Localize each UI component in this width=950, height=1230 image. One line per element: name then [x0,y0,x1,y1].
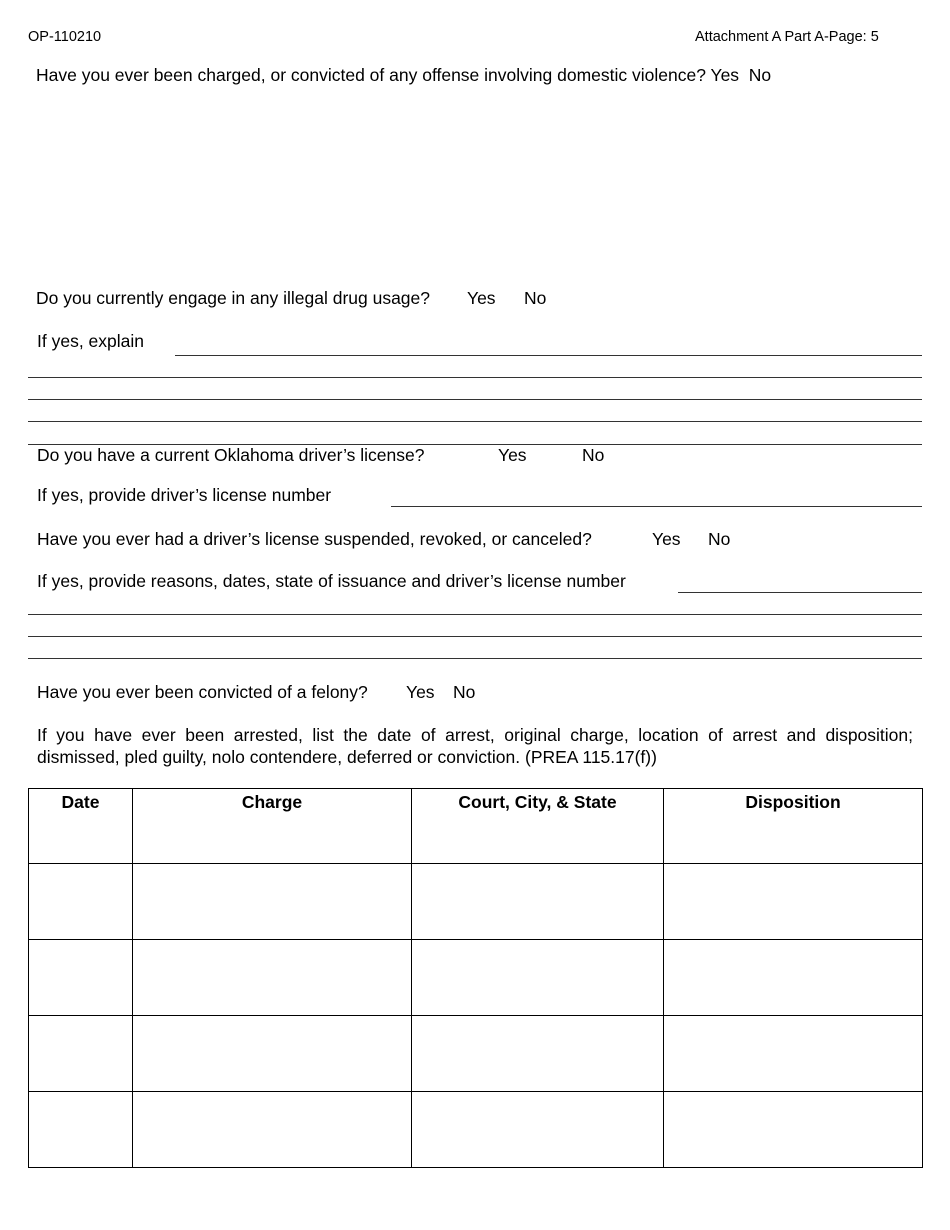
court-cell[interactable] [412,1092,664,1168]
license-suspended-yes[interactable]: Yes [652,529,681,549]
column-header-date: Date [29,789,133,864]
arrest-table-header [29,789,923,864]
charge-cell[interactable] [133,940,412,1016]
page-label: Attachment A Part A-Page: 5 [695,29,879,45]
domestic-violence-label: Have you ever been charged, or convicted of any offense involving domestic violence? [36,65,706,85]
ok-license-yes[interactable]: Yes [498,445,527,465]
license-suspended-no[interactable]: No [708,529,731,549]
disposition-cell[interactable] [664,940,923,1016]
table-row [29,940,923,1016]
suspension-details-line[interactable] [678,592,922,593]
drug-explain-line[interactable] [175,355,922,356]
license-number-label: If yes, provide driver’s license number [37,485,332,505]
domestic-violence-yes[interactable]: Yes [710,65,740,85]
date-cell[interactable] [29,864,133,940]
drug-explain-line[interactable] [28,377,922,378]
drug-explain-line[interactable] [28,421,922,422]
form-number: OP-110210 [28,29,102,45]
table-row [29,1016,923,1092]
court-cell[interactable] [412,864,664,940]
suspension-details-line[interactable] [28,614,922,615]
illegal-drug-no[interactable]: No [524,288,547,308]
disposition-cell[interactable] [664,864,923,940]
charge-cell[interactable] [133,1016,412,1092]
charge-cell[interactable] [133,1092,412,1168]
column-header-court: Court, City, & State [412,789,664,864]
drug-explain-line[interactable] [28,399,922,400]
felony-no[interactable]: No [453,682,476,702]
illegal-drug-yes[interactable]: Yes [467,288,496,308]
ok-license-question-label: Do you have a current Oklahoma driver’s license? [37,445,425,465]
license-suspended-question-label: Have you ever had a driver’s license suspended, revoked, or canceled? [37,529,592,549]
column-header-charge: Charge [133,789,412,864]
arrest-instructions: If you have ever been arrested, list the date of arrest, original charge, location of arrest and disposition; dismissed, pled guilty, nolo contendere, deferred or conviction. (PREA 115.17(f)) [37,725,913,767]
domestic-violence-question [36,65,771,86]
felony-question-label: Have you ever been convicted of a felony? [37,682,368,702]
date-cell[interactable] [29,940,133,1016]
disposition-cell[interactable] [664,1092,923,1168]
ok-license-no[interactable]: No [582,445,605,465]
suspension-details-line[interactable] [28,658,922,659]
date-cell[interactable] [29,1016,133,1092]
date-cell[interactable] [29,1092,133,1168]
disposition-cell[interactable] [664,1016,923,1092]
court-cell[interactable] [412,1016,664,1092]
arrest-table [28,788,923,1168]
court-cell[interactable] [412,940,664,1016]
domestic-violence-no[interactable]: No [748,65,772,85]
suspension-details-line[interactable] [28,636,922,637]
drug-explain-label: If yes, explain [37,331,144,351]
illegal-drug-question-label: Do you currently engage in any illegal drug usage? [36,288,431,308]
charge-cell[interactable] [133,864,412,940]
table-row [29,1092,923,1168]
column-header-disposition: Disposition [664,789,923,864]
table-row [29,864,923,940]
felony-yes[interactable]: Yes [406,682,435,702]
suspension-details-label: If yes, provide reasons, dates, state of issuance and driver’s license number [37,571,626,591]
license-number-line[interactable] [391,506,922,507]
